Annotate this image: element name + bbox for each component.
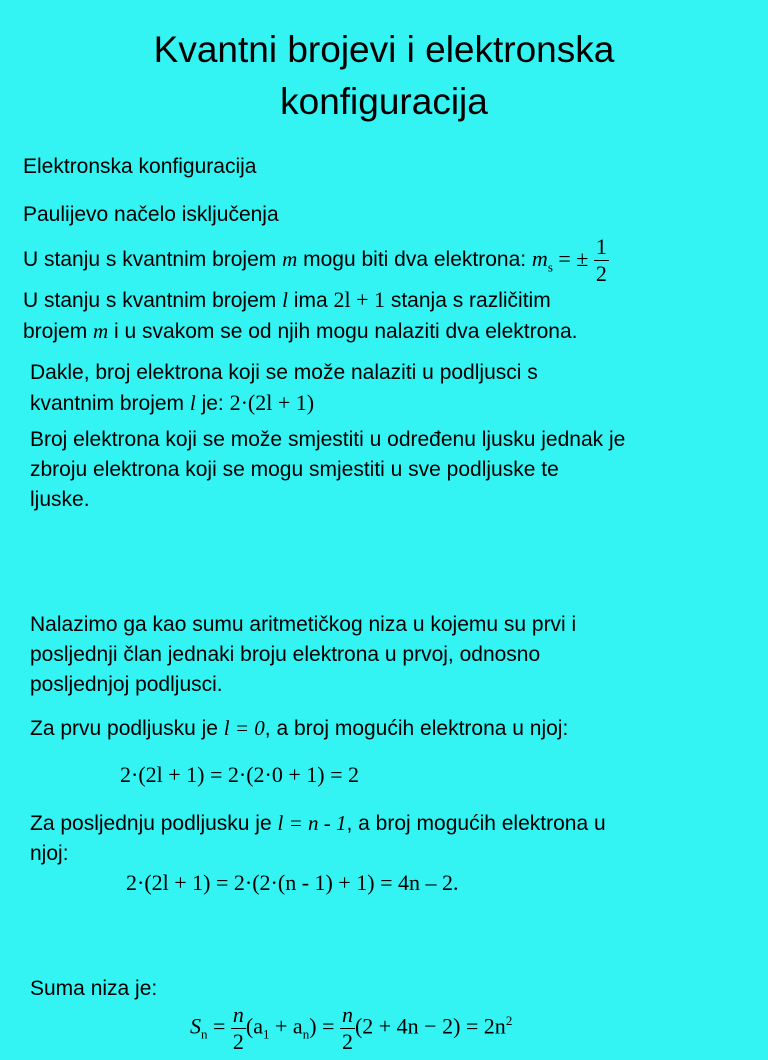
fraction-n-over-2	[231, 1002, 246, 1055]
equation-first-subshell: 2·(2l + 1) = 2·(2·0 + 1) = 2	[120, 762, 360, 787]
term-a1: (a	[245, 1013, 264, 1039]
text-segment: brojem	[23, 320, 94, 343]
text-segment: U stanju s kvantnim brojem	[23, 289, 283, 312]
text-segment: i u svakom se od njih mogu nalaziti dva elektrona.	[108, 320, 578, 343]
fraction-denominator: 2	[232, 1028, 244, 1054]
line-2: zbroju elektrona koji se mogu smjestiti u sve podljuske te	[30, 458, 559, 481]
exponent-2: 2	[505, 1013, 513, 1028]
variable-l: l	[189, 391, 196, 415]
fraction-n-over-2	[340, 1002, 355, 1055]
line-2: posljednji član jednaki broju elektrona u prvoj, odnosno	[30, 643, 541, 666]
fraction-numerator: n	[232, 1001, 244, 1027]
slide-title	[0, 24, 768, 128]
text-segment: Za prvu podljusku je	[30, 717, 224, 740]
paragraph-electron-configuration: Elektronska konfiguracija	[23, 155, 257, 178]
text-segment: stanja s različitim	[385, 289, 551, 312]
paragraph-subshell-count	[30, 358, 538, 419]
variable-S: S	[190, 1013, 201, 1039]
text-segment: , a broj mogućih elektrona u	[346, 812, 606, 835]
line-2	[23, 316, 577, 347]
line-1	[23, 285, 577, 316]
paragraph-pauli-principle: Paulijevo načelo isključenja	[23, 203, 279, 226]
text-segment: , a broj mogućih elektrona u njoj:	[264, 717, 569, 740]
title-line-1: Kvantni brojevi i elektronska	[153, 29, 615, 70]
subscript-n: n	[302, 1026, 310, 1042]
fraction-numerator: n	[341, 1001, 353, 1027]
line-2: njoj:	[30, 842, 69, 865]
term-plus-an: + a	[269, 1013, 303, 1039]
paragraph-first-subshell	[30, 713, 568, 744]
line-1	[30, 808, 606, 839]
text-segment: mogu biti dva elektrona:	[297, 248, 532, 271]
equation-last-subshell: 2·(2l + 1) = 2·(2·(n - 1) + 1) = 4n – 2.	[126, 870, 459, 895]
spin-formula	[531, 234, 609, 287]
formula-2l-plus-1: 2l + 1	[333, 287, 385, 312]
equals: =	[316, 1013, 340, 1039]
variable-m: m	[282, 247, 298, 271]
fraction-numerator: 1	[595, 234, 607, 260]
text-segment: U stanju s kvantnim brojem	[23, 248, 283, 271]
fraction-denominator: 2	[595, 261, 607, 287]
condition-l-zero: l = 0	[223, 716, 265, 740]
fraction-one-half	[594, 234, 609, 287]
text-segment: kvantnim brojem	[30, 392, 190, 415]
subscript-s: s	[547, 259, 553, 275]
paragraph-series-sum: Suma niza je:	[30, 977, 158, 1000]
line-1: Nalazimo ga kao sumu aritmetičkog niza u kojemu su prvi i	[30, 613, 577, 636]
condition-l-n-minus-1: l = n - 1	[277, 811, 347, 835]
title-line-2: konfiguracija	[280, 81, 488, 122]
line-1: Broj elektrona koji se može smjestiti u određenu ljusku jednak je	[30, 428, 626, 451]
paragraph-shell-count	[30, 425, 625, 515]
line-3: ljuske.	[30, 488, 90, 511]
paragraph-arithmetic-series	[30, 610, 576, 700]
text-segment: je:	[195, 392, 230, 415]
fraction-denominator: 2	[341, 1028, 353, 1054]
line-1: Dakle, broj elektrona koji se može nalaziti u podljusci s	[30, 361, 538, 384]
equals: =	[207, 1013, 231, 1039]
text-segment: ima	[287, 289, 334, 312]
equals-plus-minus: = ±	[552, 246, 594, 271]
subscript-1: 1	[263, 1026, 270, 1042]
formula-subshell-electrons: 2·(2l + 1)	[229, 390, 315, 415]
variable-l: l	[282, 288, 288, 312]
close-paren: )	[309, 1013, 317, 1039]
equation-series-sum	[190, 996, 512, 1060]
line-3: posljednjoj podljusci.	[30, 673, 223, 696]
text-segment: Za posljednju podljusku je	[30, 812, 278, 835]
line-2	[30, 388, 538, 419]
subscript-n: n	[201, 1026, 208, 1042]
paragraph-states-2l-plus-1	[23, 285, 577, 347]
variable-m-s: m	[531, 246, 548, 271]
paragraph-last-subshell	[30, 808, 606, 869]
variable-m: m	[93, 319, 109, 343]
series-expansion: (2 + 4n − 2) = 2n	[354, 1013, 506, 1039]
